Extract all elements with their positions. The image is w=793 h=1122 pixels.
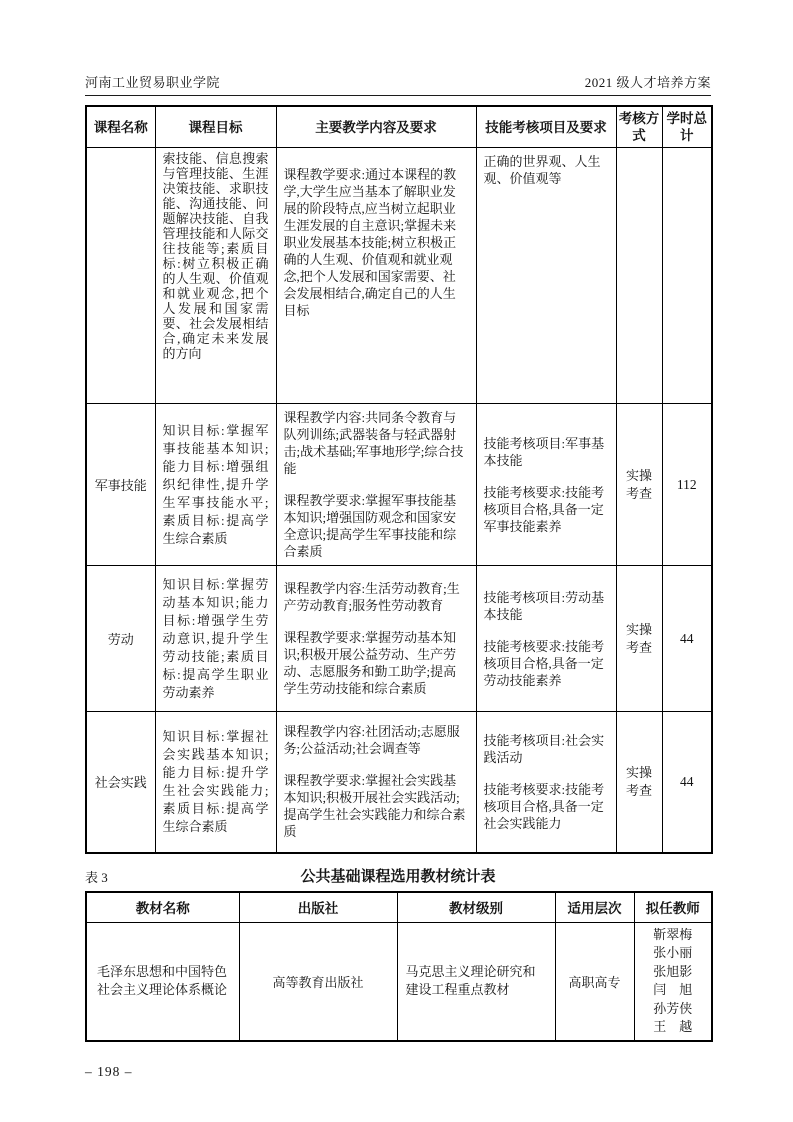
assessment-paragraph: 技能考核要求:技能考核项目合格,具备一定劳动技能素养 (483, 638, 605, 688)
course-name-cell: 劳动 (86, 566, 155, 712)
course-name-cell (86, 148, 155, 404)
objectives-cell: 知识目标:掌握军事技能基本知识;能力目标:增强组织纪律性,提升学生军事技能水平;素质目标:提高学生综合素质 (155, 404, 276, 566)
column-header-objectives: 课程目标 (155, 106, 276, 148)
content-paragraph: 课程教学要求:掌握劳动基本知识;积极开展公益劳动、生产劳动、志愿服务和勤工助学;提高学生劳动技能和综合素质 (283, 630, 457, 696)
column-header-textbook-name: 教材名称 (86, 892, 239, 923)
running-header (85, 0, 711, 96)
course-name-cell: 社会实践 (86, 712, 155, 853)
textbook-table (85, 891, 713, 1042)
content-cell (276, 148, 476, 404)
table-row (86, 712, 712, 853)
table-row (86, 404, 712, 566)
column-header-publisher: 出版社 (239, 892, 397, 923)
teacher-name: 张旭影 (653, 963, 693, 979)
objectives-cell: 知识目标:掌握社会实践基本知识;能力目标:提升学生社会实践能力;素质目标:提高学生综合素质 (155, 712, 276, 853)
column-header-hours: 学时总计 (662, 106, 712, 148)
table-row (86, 923, 712, 1041)
column-header-textbook-level: 教材级别 (397, 892, 555, 923)
textbook-table-header-row (86, 892, 712, 923)
content-cell (276, 404, 476, 566)
textbook-name-cell: 毛泽东思想和中国特色社会主义理论体系概论 (86, 923, 239, 1041)
method-cell (616, 148, 662, 404)
content-paragraph: 课程教学要求:通过本课程的教学,大学生应当基本了解职业发展的阶段特点,应当树立起职业生涯发展的自主意识;掌握未来职业发展基本技能;树立积极正确的人生观、价值观和就业观念,把个人发展和国家需要、社会发展相结合,确定自己的人生目标 (283, 167, 457, 318)
teacher-name: 张小丽 (653, 945, 693, 961)
assessment-paragraph: 技能考核项目:社会实践活动 (483, 732, 605, 765)
objectives-cell: 索技能、信息搜索与管理技能、生涯决策技能、求职技能、沟通技能、问题解决技能、自我管理技能和人际交往技能等;素质目标:树立积极正确的人生观、价值观和就业观念,把个人发展和国家需要、社会发展相结合,确定未来发展的方向 (155, 148, 276, 404)
method-cell: 实操考查 (616, 566, 662, 712)
table3-title: 公共基础课程选用教材统计表 (300, 868, 496, 885)
assessment-paragraph: 技能考核项目:军事基本技能 (483, 435, 605, 468)
hours-cell: 112 (662, 404, 712, 566)
content-cell (276, 712, 476, 853)
content-paragraph: 课程教学要求:掌握军事技能基本知识;增强国防观念和国家安全意识;提高学生军事技能和综合素质 (283, 493, 457, 559)
content-paragraph: 课程教学内容:社团活动;志愿服务;公益活动;社会调查等 (283, 724, 460, 757)
course-name-cell: 军事技能 (86, 404, 155, 566)
page-number: – 198 – (85, 1063, 133, 1079)
hours-cell (662, 148, 712, 404)
method-cell: 实操考查 (616, 404, 662, 566)
course-table-header-row (86, 106, 712, 148)
table3-label: 表 3 (85, 869, 108, 885)
school-name: 河南工业贸易职业学院 (85, 75, 221, 90)
column-header-assessment: 技能考核项目及要求 (476, 106, 616, 148)
teacher-name: 王 越 (653, 1019, 693, 1035)
content-paragraph: 课程教学要求:掌握社会实践基本知识;积极开展社会实践活动;提高学生社会实践能力和综合素质 (283, 773, 466, 840)
assessment-cell (476, 566, 616, 712)
textbook-level-cell: 马克思主义理论研究和建设工程重点教材 (397, 923, 555, 1041)
teacher-name: 孙芳侠 (653, 1000, 693, 1016)
assessment-paragraph: 正确的世界观、人生观、价值观等 (483, 154, 601, 186)
course-table (85, 105, 713, 854)
assessment-cell (476, 404, 616, 566)
column-header-applicable-level: 适用层次 (555, 892, 634, 923)
teacher-name: 靳翠梅 (653, 926, 693, 942)
column-header-teachers: 拟任教师 (634, 892, 712, 923)
content-paragraph: 课程教学内容:生活劳动教育;生产劳动教育;服务性劳动教育 (283, 581, 460, 613)
column-header-course-name: 课程名称 (86, 106, 155, 148)
hours-cell: 44 (662, 566, 712, 712)
assessment-paragraph: 技能考核要求:技能考核项目合格,具备一定社会实践能力 (483, 781, 605, 831)
applicable-level-cell: 高职高专 (555, 923, 634, 1041)
table-row (86, 148, 712, 404)
content-paragraph: 课程教学内容:共同条令教育与队列训练;武器装备与轻武器射击;战术基础;军事地形学;综合技能 (283, 410, 464, 476)
assessment-paragraph: 技能考核要求:技能考核项目合格,具备一定军事技能素养 (483, 484, 605, 534)
publisher-cell: 高等教育出版社 (239, 923, 397, 1041)
objectives-cell: 知识目标:掌握劳动基本知识;能力目标:增强学生劳动意识,提升学生劳动技能;素质目标:提高学生职业劳动素养 (155, 566, 276, 712)
teacher-name: 闫 旭 (653, 982, 693, 998)
teachers-cell (634, 923, 712, 1041)
assessment-cell (476, 148, 616, 404)
content-cell (276, 566, 476, 712)
table-row (86, 566, 712, 712)
method-cell: 实操考查 (616, 712, 662, 853)
column-header-method: 考核方式 (616, 106, 662, 148)
hours-cell: 44 (662, 712, 712, 853)
assessment-paragraph: 技能考核项目:劳动基本技能 (483, 589, 605, 622)
assessment-cell (476, 712, 616, 853)
plan-title: 2021 级人才培养方案 (584, 75, 711, 90)
table3-caption (85, 866, 711, 888)
column-header-content: 主要教学内容及要求 (276, 106, 476, 148)
